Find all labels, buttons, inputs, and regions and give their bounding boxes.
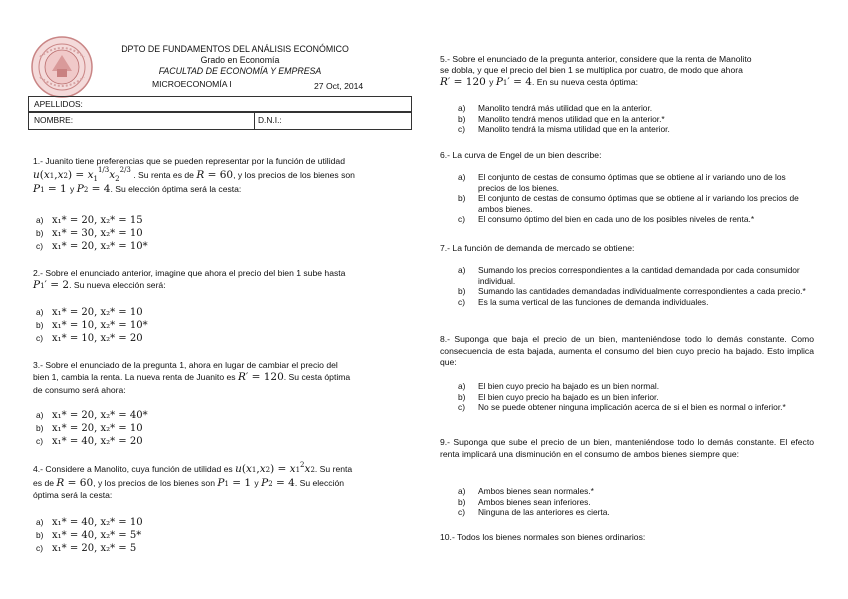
q3-option-c[interactable]: c) x₁* = 40, x₂* = 20	[36, 436, 143, 447]
q9-options	[458, 486, 814, 518]
q7-options	[458, 265, 814, 307]
degree-name: Grado en Economía	[200, 55, 280, 65]
question-2: 2.- Sobre el enunciado anterior, imagine que ahora el precio del bien 1 sube hasta P1′ = 2. Su nueva elección será:	[33, 268, 409, 293]
q4-text-1a: 4.- Considere a Manolito, cuya función de utilidad es	[33, 464, 233, 474]
q7-option-c[interactable]: c) Es la suma vertical de las funciones de demanda individuales.	[458, 296, 709, 307]
q9-option-c[interactable]: c) Ninguna de las anteriores es cierta.	[458, 507, 610, 517]
q2-option-a[interactable]: a) x₁* = 20, x₂* = 10	[36, 307, 143, 318]
name-field[interactable]	[28, 112, 412, 130]
q4-text-2b: , y los precios de los bienes son	[93, 477, 215, 488]
q4-line-3: óptima será la cesta:	[33, 490, 113, 501]
q5-line-3: . En su nueva cesta óptima:	[531, 77, 638, 88]
q2-option-b[interactable]: b) x₁* = 10, x₂* = 10*	[36, 320, 148, 331]
q3-option-b[interactable]: b) x₁* = 20, x₂* = 10	[36, 423, 143, 434]
department-title: DPTO DE FUNDAMENTOS DEL ANÁLISIS ECONÓMICO	[121, 44, 349, 54]
q5-option-b[interactable]: b) Manolito tendrá menos utilidad que en la anterior.*	[458, 113, 665, 124]
q5-options	[458, 103, 814, 135]
q9-option-a[interactable]: a) Ambos bienes sean normales.*	[458, 486, 594, 496]
q4-option-c[interactable]: c) x₁* = 20, x₂* = 5	[36, 543, 137, 554]
course-name: MICROECONOMÍA I	[152, 79, 232, 89]
q2-option-c[interactable]: c) x₁* = 10, x₂* = 20	[36, 333, 143, 344]
q2-line-2: . Su nueva elección será:	[69, 280, 166, 291]
question-3: 3.- Sobre el enunciado de la pregunta 1, ahora en lugar de cambiar el precio del bien 1, cambia la renta. La nueva renta de Juanito es R′ = 120. Su cesta óptima de consumo será ahora:	[33, 360, 409, 396]
question-9: 9.- Suponga que sube el precio de un bien, manteniéndose todo lo demás constante. El efecto renta implicará una disminución en el consumo de ambos bienes siempre que:	[440, 437, 814, 459]
q6-option-b[interactable]: b) El conjunto de cestas de consumo óptimas que se obtiene al ir variando los precios de ambos bienes.	[458, 193, 799, 214]
q8-option-a[interactable]: a) El bien cuyo precio ha bajado es un bien normal.	[458, 381, 660, 391]
q1-options	[36, 214, 148, 253]
name-label: NOMBRE:	[34, 115, 74, 125]
q4-text-2d: . Su elección	[294, 477, 345, 488]
q4-text-2c: y	[254, 477, 259, 488]
q4-option-a[interactable]: a) x₁* = 40, x₂* = 10	[36, 517, 143, 528]
question-4: 4.- Considere a Manolito, cuya función de utilidad es $u(x1,x2) = x1^2x2$. Su renta es de R = 60, y los precios de los bienes son P1 = 1 y P2 = 4. Su elección óptima será la cesta:	[33, 463, 409, 501]
q6-option-a[interactable]: a) El conjunto de cestas de consumo óptimas que se obtiene al ir variando uno de los precios de los bienes.	[458, 172, 786, 193]
question-5: 5.- Sobre el enunciado de la pregunta anterior, considere que la renta de Manolito se dobla, y que el precio del bien 1 se multiplica por cuatro, de modo que ahora R′ = 120 y P1′ = 4. En su nueva cesta óptima:	[440, 54, 814, 90]
faculty-name: FACULTAD DE ECONOMÍA Y EMPRESA	[158, 66, 322, 76]
q3-line-1: 3.- Sobre el enunciado de la pregunta 1, ahora en lugar de cambiar el precio del	[33, 360, 338, 370]
q5-line-1: 5.- Sobre el enunciado de la pregunta anterior, considere que la renta de Manolito	[440, 54, 752, 64]
q6-options	[458, 172, 814, 225]
q3-options	[36, 409, 148, 448]
q4-option-b[interactable]: b) x₁* = 40, x₂* = 5*	[36, 530, 142, 541]
q3-text-2a: bien 1, cambia la renta. La nueva renta de Juanito es	[33, 372, 236, 383]
exam-date: 27 Oct, 2014	[314, 81, 364, 91]
q1-option-c[interactable]: c) x₁* = 20, x₂* = 10*	[36, 241, 148, 252]
question-6: 6.- La curva de Engel de un bien describe:	[440, 150, 602, 160]
question-1: 1.- Juanito tiene preferencias que se pueden representar por la función de utilidad $u(x1,x2) = x_1^{1/3}x_2^{2/3}$ . Su renta es de R = 60, y los precios de los bienes son P1 = 1 y P2 = 4. Su elección óptima será la cesta:	[33, 156, 409, 196]
q1-option-b[interactable]: b) x₁* = 30, x₂* = 10	[36, 228, 143, 239]
q5-option-a[interactable]: a) Manolito tendrá más utilidad que en la anterior.	[458, 103, 653, 113]
dni-label: D.N.I.:	[258, 115, 282, 125]
q1-text-2b: , y los precios de los bienes son	[233, 170, 355, 181]
q1-line-1: 1.- Juanito tiene preferencias que se pueden representar por la función de utilidad	[33, 156, 345, 166]
q8-option-c[interactable]: c) No se puede obtener ninguna implicación acerca de si el bien es normal o inferior.*	[458, 402, 786, 412]
q3-line-3: de consumo será ahora:	[33, 384, 126, 395]
q5-line-2: se dobla, y que el precio del bien 1 se multiplica por cuatro, de modo que ahora	[440, 65, 743, 76]
q9-option-b[interactable]: b) Ambos bienes sean inferiores.	[458, 496, 591, 507]
q6-option-c[interactable]: c) El consumo óptimo del bien en cada uno de los posibles niveles de renta.*	[458, 214, 755, 224]
q8-options	[458, 381, 814, 413]
q1-option-a[interactable]: a) x₁* = 20, x₂* = 15	[36, 215, 143, 226]
q4-options	[36, 516, 143, 555]
q1-text-3b: . Su elección óptima será la cesta:	[110, 183, 242, 194]
question-10: 10.- Todos los bienes normales son bienes ordinarios:	[440, 532, 646, 542]
q7-option-a[interactable]: a) Sumando los precios correspondientes a la cantidad demandada por cada consumidor individual.	[458, 265, 800, 286]
q2-line-1: 2.- Sobre el enunciado anterior, imagine que ahora el precio del bien 1 sube hasta	[33, 268, 346, 278]
surname-label: APELLIDOS:	[34, 99, 83, 109]
question-8: 8.- Suponga que baja el precio de un bien, manteniéndose todo lo demás constante. Como consecuencia de esta bajada, aumenta el consumo del bien cuyo precio ha bajado. Esto implica que:	[440, 334, 814, 367]
q1-text-3a: y	[70, 183, 75, 194]
q8-option-b[interactable]: b) El bien cuyo precio ha bajado es un bien inferior.	[458, 391, 659, 402]
q3-option-a[interactable]: a) x₁* = 20, x₂* = 40*	[36, 410, 148, 421]
university-seal-logo	[30, 35, 94, 99]
q3-text-2b: . Su cesta óptima	[283, 372, 351, 383]
q2-options	[36, 306, 148, 345]
q4-text-2a: es de	[33, 477, 55, 488]
q7-option-b[interactable]: b) Sumando las cantidades demandadas individualmente correspondientes a cada precio.*	[458, 286, 806, 296]
q1-text-2a: . Su renta es de	[133, 170, 194, 181]
question-7: 7.- La función de demanda de mercado se obtiene:	[440, 243, 635, 253]
surname-field[interactable]	[28, 96, 412, 112]
q4-text-1b: . Su renta	[314, 464, 353, 474]
q5-option-c[interactable]: c) Manolito tendrá la misma utilidad que en la anterior.	[458, 124, 670, 134]
